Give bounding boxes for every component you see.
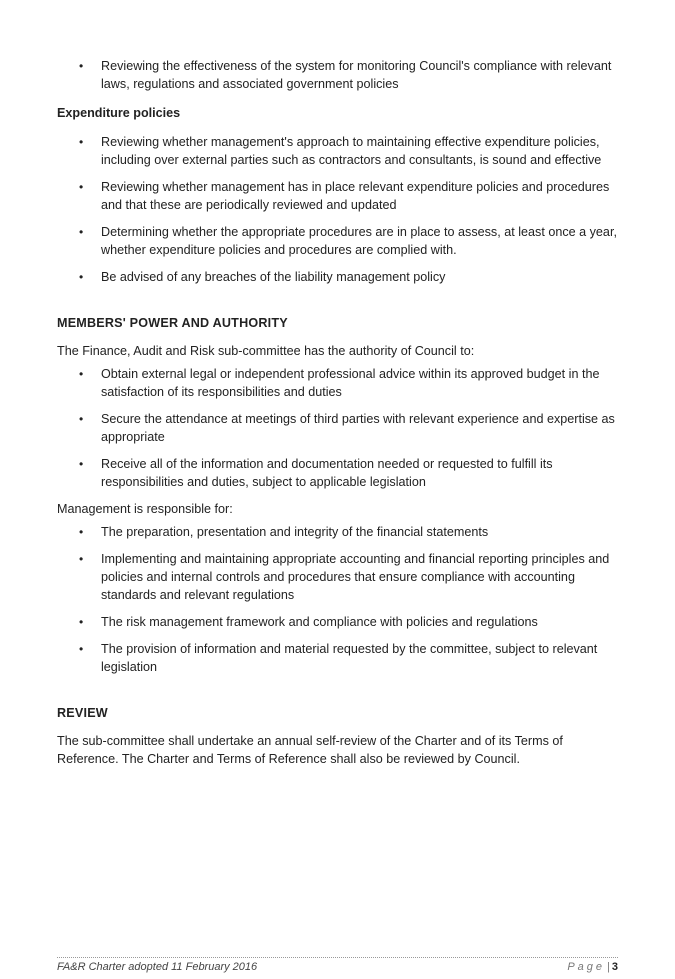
expenditure-heading: Expenditure policies (57, 106, 181, 120)
review-heading: REVIEW (57, 706, 108, 720)
footer-document-title: FA&R Charter adopted 11 February 2016 (57, 961, 258, 973)
list-item: • Reviewing the effectiveness of the system for monitoring Council's compliance with relevant laws, regulations and associated government policies (101, 57, 622, 93)
list-item: • The provision of information and material requested by the committee, subject to relevant legislation (101, 640, 622, 676)
members-intro: The Finance, Audit and Risk sub-committee has the authority of Council to: (57, 344, 475, 358)
management-intro: Management is responsible for: (57, 502, 233, 516)
footer-page-label: Page (567, 961, 606, 973)
list-item: • The risk management framework and compliance with policies and regulations (101, 613, 622, 631)
list-item: • Obtain external legal or independent professional advice within its approved budget in the satisfaction of its responsibilities and duties (101, 365, 622, 401)
top-bullet-list (57, 57, 622, 93)
list-item: • Implementing and maintaining appropriate accounting and financial reporting principles and policies and internal controls and procedures that ensure compliance with accounting standards and relevant regulations (101, 550, 622, 604)
list-item: • Secure the attendance at meetings of third parties with relevant experience and expertise as appropriate (101, 410, 622, 446)
list-item: • Reviewing whether management's approach to maintaining effective expenditure policies, including over external parties such as contractors and consultants, is sound and effective (101, 133, 622, 169)
document-page (57, 57, 622, 768)
list-item: • Be advised of any breaches of the liability management policy (101, 268, 622, 286)
members-bullet-list (57, 365, 622, 491)
list-item: • Reviewing whether management has in place relevant expenditure policies and procedures and that these are periodically reviewed and updated (101, 178, 622, 214)
list-item: • Receive all of the information and documentation needed or requested to fulfill its responsibilities and duties, subject to applicable legislation (101, 455, 622, 491)
footer-page-number: 3 (611, 961, 618, 973)
list-item: • The preparation, presentation and integrity of the financial statements (101, 523, 622, 541)
members-heading: MEMBERS' POWER AND AUTHORITY (57, 316, 288, 330)
footer-page-indicator (567, 960, 618, 974)
page-footer (57, 957, 618, 974)
review-text: The sub-committee shall undertake an annual self-review of the Charter and of its Terms of Reference. The Charter and Terms of Reference shall also be reviewed by Council. (57, 734, 563, 766)
footer-separator: | (607, 961, 610, 973)
expenditure-bullet-list (57, 133, 622, 286)
management-bullet-list (57, 523, 622, 676)
list-item: • Determining whether the appropriate procedures are in place to assess, at least once a year, whether expenditure policies and procedures are complied with. (101, 223, 622, 259)
